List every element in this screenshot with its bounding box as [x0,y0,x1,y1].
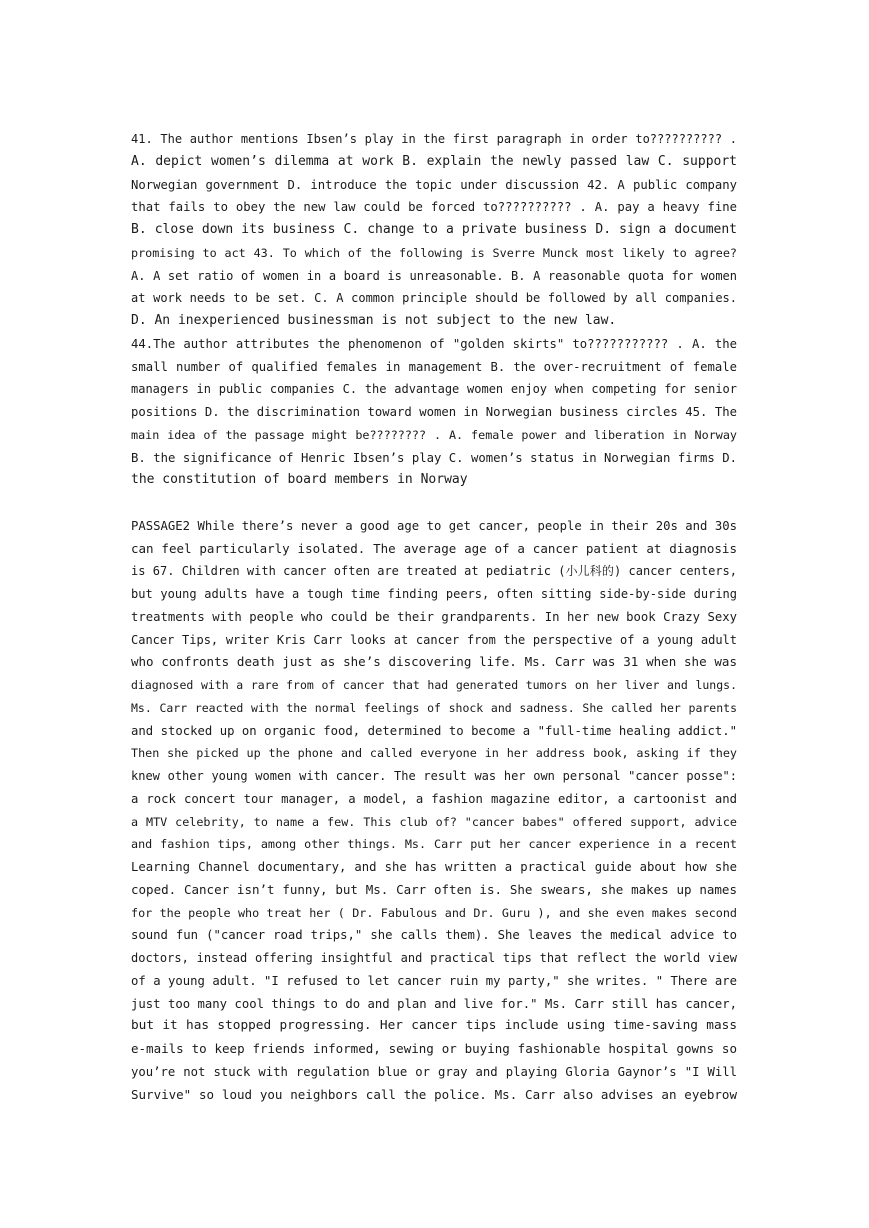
text-line: e-mails to keep friends informed, sewing or buying fashionable hospital gowns so [131,1041,737,1056]
text-line: diagnosed with a rare from of cancer that had generated tumors on her liver and lungs. [131,678,737,692]
text-line: main idea of the passage might be???????? . A. female power and liberation in Norway [131,427,737,442]
text-line: PASSAGE2 While there’s never a good age to get cancer, people in their 20s and 30s [131,518,737,533]
text-line: the constitution of board members in Norway [131,472,468,488]
text-line: promising to act 43. To which of the following is Sverre Munck most likely to agree? [131,245,737,260]
text-line: Then she picked up the phone and called everyone in her address book, asking if they [131,746,737,761]
text-line: B. close down its business C. change to a private business D. sign a document [131,222,737,237]
text-line: of a young adult. "I refused to let cancer ruin my party," she writes. " There are [131,973,737,988]
text-line: is 67. Children with cancer often are treated at pediatric (小儿科的) cancer centers, [131,564,737,579]
questions-block [131,128,737,492]
text-line: and stocked up on organic food, determined to become a "full-time healing addict." [131,723,737,738]
text-line: can feel particularly isolated. The average age of a cancer patient at diagnosis [131,540,737,556]
text-line: who confronts death just as she’s discovering life. Ms. Carr was 31 when she was [131,654,737,670]
text-line: Norwegian government D. introduce the topic under discussion 42. A public company [131,177,737,192]
paragraph-gap [131,492,737,515]
text-line: that fails to obey the new law could be forced to?????????? . A. pay a heavy fine [131,200,737,215]
text-line: at work needs to be set. C. A common principle should be followed by all companies. [131,291,737,306]
document-page [131,128,737,1106]
text-line: and fashion tips, among other things. Ms. Carr put her cancer experience in a recent [131,837,737,852]
passage-block [131,515,737,1107]
text-line: just too many cool things to do and plan and live for." Ms. Carr still has cancer, [131,996,737,1011]
text-line: doctors, instead offering insightful and practical tips that reflect the world view [131,951,737,965]
text-line: managers in public companies C. the advantage women enjoy when competing for senior [131,382,737,397]
text-line: 41. The author mentions Ibsen’s play in the first paragraph in order to?????????? . [131,132,737,146]
text-line: a rock concert tour manager, a model, a fashion magazine editor, a cartoonist and [131,791,737,806]
text-line: A. depict women’s dilemma at work B. explain the newly passed law C. support [131,153,737,169]
text-line: Survive" so loud you neighbors call the police. Ms. Carr also advises an eyebrow [131,1086,737,1102]
text-line: D. An inexperienced businessman is not subject to the new law. [131,313,617,328]
text-line: 44.The author attributes the phenomenon of "golden skirts" to??????????? . A. the [131,336,737,351]
text-line: a MTV celebrity, to name a few. This club of? "cancer babes" offered support, advice [131,814,737,829]
text-line: B. the significance of Henric Ibsen’s play C. women’s status in Norwegian firms D. [131,450,737,465]
text-line: treatments with people who could be their grandparents. In her new book Crazy Sexy [131,609,737,624]
text-line: knew other young women with cancer. The result was her own personal "cancer posse": [131,769,737,783]
text-line: you’re not stuck with regulation blue or gray and playing Gloria Gaynor’s "I Will [131,1064,737,1079]
text-line: for the people who treat her ( Dr. Fabulous and Dr. Guru ), and she even makes second [131,905,737,920]
text-line: but young adults have a tough time finding peers, often sitting side-by-side during [131,587,737,601]
text-line: but it has stopped progressing. Her cancer tips include using time-saving mass [131,1018,737,1034]
text-line: A. A set ratio of women in a board is unreasonable. B. A reasonable quota for women [131,268,737,283]
text-line: Ms. Carr reacted with the normal feelings of shock and sadness. She called her parents [131,700,737,715]
text-line: sound fun ("cancer road trips," she calls them). She leaves the medical advice to [131,928,737,943]
text-line: positions D. the discrimination toward women in Norwegian business circles 45. The [131,405,737,419]
text-line: coped. Cancer isn’t funny, but Ms. Carr often is. She swears, she makes up names [131,881,737,897]
text-line: Cancer Tips, writer Kris Carr looks at cancer from the perspective of a young adult [131,632,737,647]
text-line: small number of qualified females in management B. the over-recruitment of female [131,359,737,374]
text-line: Learning Channel documentary, and she has written a practical guide about how she [131,860,737,874]
